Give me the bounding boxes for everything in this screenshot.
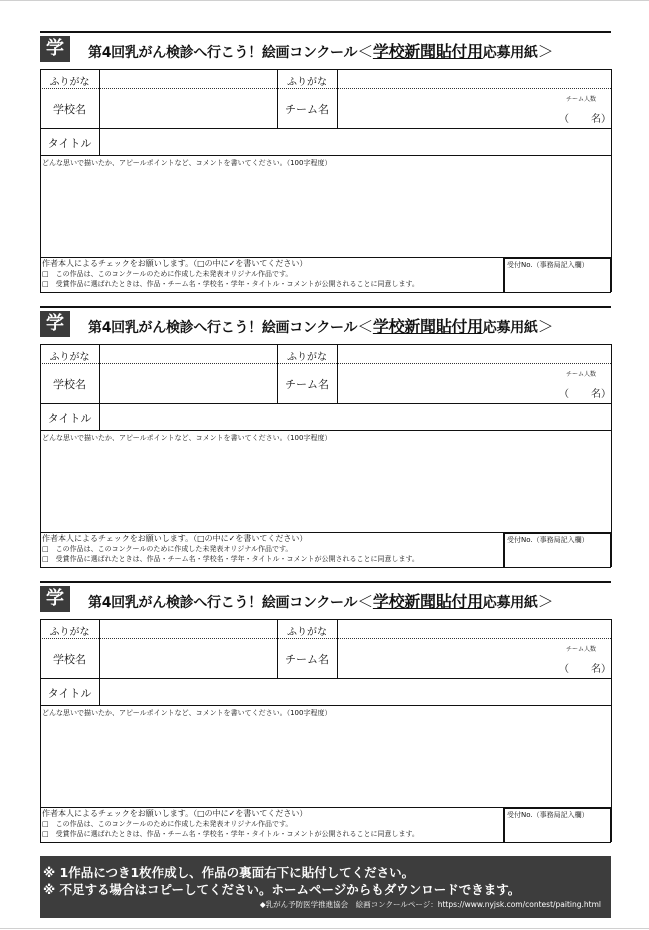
furigana-label-school: ふりがな xyxy=(49,77,90,88)
furigana-school-input[interactable] xyxy=(100,345,276,362)
office-use-label: 受付No.（事務局記入欄） xyxy=(507,811,589,819)
form-table xyxy=(40,619,611,843)
check-item-consent[interactable]: □ 受賞作品に選ばれたときは、作品・チーム名・学校名・学年・タイトル・コメントが公開されることに同意します。 xyxy=(42,830,419,838)
team-count-open: （ xyxy=(559,389,569,400)
team-name-input[interactable] xyxy=(338,89,558,127)
team-name-label: チーム名 xyxy=(285,103,329,116)
footer-note-2: ※ 不足する場合はコピーしてください。ホームページからもダウンロードできます。 xyxy=(43,882,521,897)
team-count-input[interactable] xyxy=(572,382,592,398)
form-header xyxy=(40,581,611,613)
title-prefix: 第4回乳がん検診へ行こう！絵画コンクール xyxy=(88,320,358,336)
form-title xyxy=(88,39,553,62)
team-name-label: チーム名 xyxy=(285,653,329,666)
furigana-team-input[interactable] xyxy=(338,70,610,87)
school-name-label: 学校名 xyxy=(53,103,86,116)
check-item-original[interactable]: □ この作品は、このコンクールのために作成した未発表オリジナル作品です。 xyxy=(42,270,293,278)
office-use-label: 受付No.（事務局記入欄） xyxy=(507,536,589,544)
school-name-label: 学校名 xyxy=(53,378,86,391)
school-name-input[interactable] xyxy=(100,364,276,402)
check-item-original[interactable]: □ この作品は、このコンクールのために作成した未発表オリジナル作品です。 xyxy=(42,820,293,828)
furigana-team-input[interactable] xyxy=(338,620,610,637)
team-count-unit: 名） xyxy=(591,664,611,675)
team-count-label: チーム人数 xyxy=(566,96,597,103)
title-prefix: 第4回乳がん検診へ行こう！絵画コンクール xyxy=(88,45,358,61)
furigana-label-team: ふりがな xyxy=(287,352,327,363)
team-count-label: チーム人数 xyxy=(566,371,597,378)
team-count-unit: 名） xyxy=(591,389,611,400)
page-bottom-rule xyxy=(0,928,649,929)
comment-prompt: どんな思いで描いたか、アピールポイントなど、コメントを書いてください。（100字程度） xyxy=(42,709,332,717)
form-table xyxy=(40,69,611,293)
team-count-open: （ xyxy=(559,664,569,675)
team-count-unit: 名） xyxy=(591,114,611,125)
title-prefix: 第4回乳がん検診へ行こう！絵画コンクール xyxy=(88,595,358,611)
instruction-footer xyxy=(40,856,611,918)
page-top-rule xyxy=(0,0,649,1)
title-suffix: 応募用紙 xyxy=(482,45,538,61)
form-header xyxy=(40,31,611,63)
furigana-school-input[interactable] xyxy=(100,70,276,87)
comment-textarea[interactable] xyxy=(41,442,610,531)
comment-prompt: どんな思いで描いたか、アピールポイントなど、コメントを書いてください。（100字程度） xyxy=(42,159,332,167)
title-bracket-open: ＜ xyxy=(357,317,373,336)
title-field-label: タイトル xyxy=(47,412,92,425)
school-name-input[interactable] xyxy=(100,89,276,127)
title-bracket-close: ＞ xyxy=(537,317,554,336)
team-name-label: チーム名 xyxy=(285,378,329,391)
title-suffix: 応募用紙 xyxy=(482,320,538,336)
team-count-label: チーム人数 xyxy=(566,646,597,653)
check-item-original[interactable]: □ この作品は、このコンクールのために作成した未発表オリジナル作品です。 xyxy=(42,545,293,553)
team-count-input[interactable] xyxy=(572,657,592,673)
check-item-consent[interactable]: □ 受賞作品に選ばれたときは、作品・チーム名・学校名・学年・タイトル・コメントが公開されることに同意します。 xyxy=(42,280,419,288)
furigana-label-team: ふりがな xyxy=(287,77,327,88)
furigana-label-team: ふりがな xyxy=(287,627,327,638)
team-count-open: （ xyxy=(559,114,569,125)
check-heading: 作者本人によるチェックをお願いします。（□の中に✓を書いてください） xyxy=(42,259,308,268)
furigana-school-input[interactable] xyxy=(100,620,276,637)
furigana-label-school: ふりがな xyxy=(49,627,90,638)
footer-contest-url[interactable]: ◆乳がん予防医学推進協会 絵画コンクールページ：https://www.nyjsk.com/contest/paiting.html xyxy=(259,900,601,909)
title-suffix: 応募用紙 xyxy=(482,595,538,611)
school-name-label: 学校名 xyxy=(53,653,86,666)
title-field-label: タイトル xyxy=(47,687,92,700)
team-name-input[interactable] xyxy=(338,364,558,402)
team-count-input[interactable] xyxy=(572,107,592,123)
furigana-label-school: ふりがな xyxy=(49,352,90,363)
comment-prompt: どんな思いで描いたか、アピールポイントなど、コメントを書いてください。（100字程度） xyxy=(42,434,332,442)
furigana-team-input[interactable] xyxy=(338,345,610,362)
title-input[interactable] xyxy=(100,129,610,154)
title-underlined: 学校新聞貼付用 xyxy=(372,42,483,61)
form-header xyxy=(40,306,611,338)
title-underlined: 学校新聞貼付用 xyxy=(372,592,483,611)
school-badge: 学 xyxy=(40,586,70,612)
office-use-label: 受付No.（事務局記入欄） xyxy=(507,261,589,269)
form-table xyxy=(40,344,611,568)
school-name-input[interactable] xyxy=(100,639,276,677)
check-heading: 作者本人によるチェックをお願いします。（□の中に✓を書いてください） xyxy=(42,534,308,543)
title-input[interactable] xyxy=(100,404,610,429)
title-bracket-open: ＜ xyxy=(357,42,373,61)
comment-textarea[interactable] xyxy=(41,717,610,806)
title-input[interactable] xyxy=(100,679,610,704)
form-title xyxy=(88,314,553,337)
check-heading: 作者本人によるチェックをお願いします。（□の中に✓を書いてください） xyxy=(42,809,308,818)
title-underlined: 学校新聞貼付用 xyxy=(372,317,483,336)
comment-textarea[interactable] xyxy=(41,167,610,256)
title-bracket-close: ＞ xyxy=(537,42,554,61)
footer-note-1: ※ 1作品につき1枚作成し、作品の裏面右下に貼付してください。 xyxy=(43,865,415,880)
school-badge: 学 xyxy=(40,311,70,337)
check-item-consent[interactable]: □ 受賞作品に選ばれたときは、作品・チーム名・学校名・学年・タイトル・コメントが公開されることに同意します。 xyxy=(42,555,419,563)
team-name-input[interactable] xyxy=(338,639,558,677)
form-title xyxy=(88,589,553,612)
title-field-label: タイトル xyxy=(47,137,92,150)
school-badge: 学 xyxy=(40,36,70,62)
title-bracket-close: ＞ xyxy=(537,592,554,611)
title-bracket-open: ＜ xyxy=(357,592,373,611)
